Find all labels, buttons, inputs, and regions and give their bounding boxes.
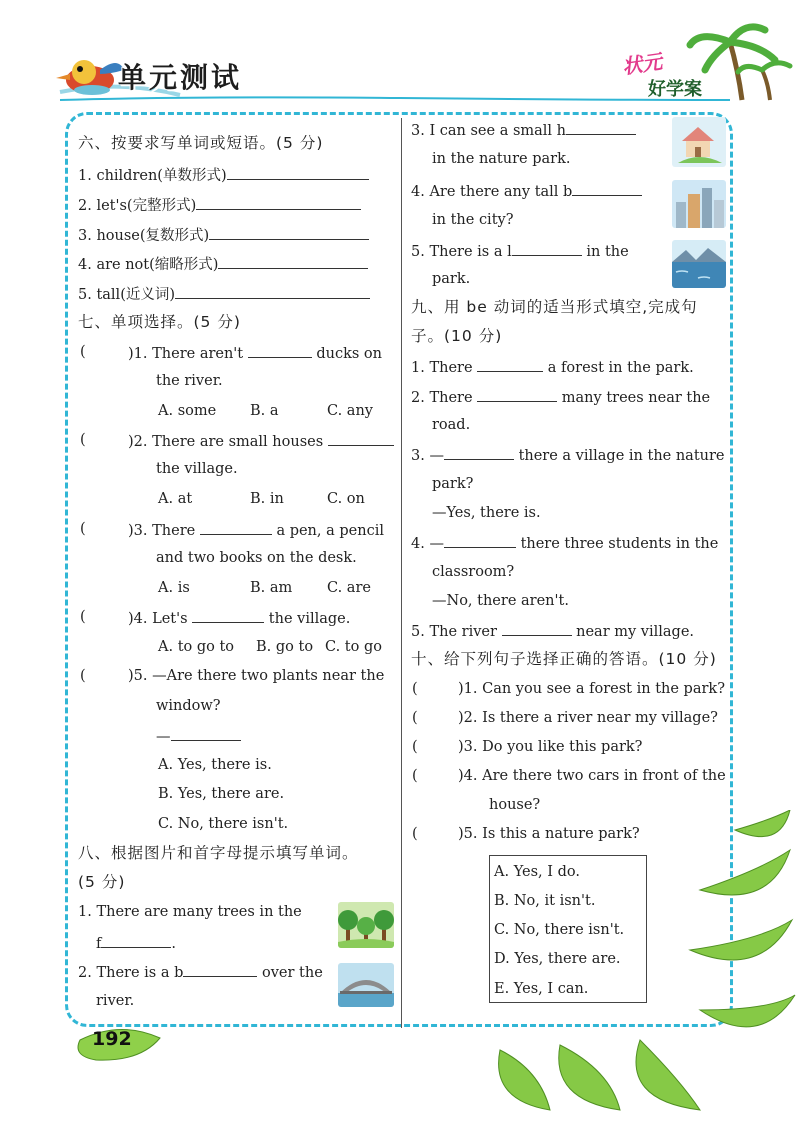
- s9-q4-answer: —No, there aren't.: [432, 593, 569, 609]
- answer-paren[interactable]: (: [80, 668, 86, 684]
- choice-c[interactable]: C. No, there isn't.: [494, 922, 625, 938]
- s7-q5-opt-a[interactable]: A. Yes, there is.: [158, 757, 272, 773]
- answer-paren[interactable]: (: [80, 609, 86, 625]
- s9-q2: 2. There many trees near the: [411, 387, 710, 407]
- answer-blank[interactable]: [227, 165, 369, 180]
- s7-q5-cont: window?: [156, 698, 221, 714]
- answer-blank[interactable]: [566, 120, 636, 135]
- s7-q2: )2. There are small houses: [128, 431, 394, 451]
- answer-blank[interactable]: [248, 343, 312, 358]
- answer-blank[interactable]: [502, 621, 572, 636]
- s7-q2-opt-c[interactable]: C. on: [327, 491, 365, 507]
- s7-q2-cont: the village.: [156, 461, 238, 477]
- answer-paren[interactable]: (: [80, 344, 86, 360]
- s6-item-5: 5. tall(近义词): [78, 284, 370, 304]
- answer-blank[interactable]: [512, 241, 582, 256]
- answer-blank[interactable]: [209, 225, 369, 240]
- s7-q3-opt-a[interactable]: A. is: [158, 580, 190, 596]
- s8-q4-cont: in the city?: [432, 212, 514, 228]
- buildings-picture-icon: [672, 180, 726, 228]
- s9-q2-cont: road.: [432, 417, 471, 433]
- s8-q1-answer: f .: [96, 933, 176, 953]
- answer-paren[interactable]: (: [412, 681, 418, 697]
- leaf-decoration: [0, 810, 800, 1122]
- s7-q1-opt-c[interactable]: C. any: [327, 403, 373, 419]
- section-9-title-cont: 子。(10 分): [411, 327, 503, 345]
- answer-blank[interactable]: [444, 445, 514, 460]
- s7-q4-opt-b[interactable]: B. go to: [256, 639, 314, 655]
- page-header: [0, 0, 800, 100]
- s10-q1: )1. Can you see a forest in the park?: [458, 681, 725, 697]
- s7-q5-opt-c[interactable]: C. No, there isn't.: [158, 816, 289, 832]
- s7-q4-opt-c[interactable]: C. to go: [325, 639, 382, 655]
- s7-q1-opt-b[interactable]: B. a: [250, 403, 279, 419]
- s9-q4: 4. — there three students in the: [411, 533, 718, 553]
- answer-paren[interactable]: (: [412, 826, 418, 842]
- answer-paren[interactable]: (: [412, 768, 418, 784]
- s6-item-2: 2. let's(完整形式): [78, 195, 361, 215]
- section-7-title: 七、单项选择。(5 分): [78, 313, 241, 331]
- s9-q3-cont: park?: [432, 476, 474, 492]
- s8-q5-cont: park.: [432, 271, 471, 287]
- page-number: 192: [92, 1028, 132, 1050]
- s9-q3-answer: —Yes, there is.: [432, 505, 541, 521]
- s8-q3: 3. I can see a small h: [411, 120, 636, 140]
- s6-item-1: 1. children(单数形式): [78, 165, 369, 185]
- choice-a[interactable]: A. Yes, I do.: [494, 864, 580, 880]
- s7-q3-cont: and two books on the desk.: [156, 550, 357, 566]
- answer-blank[interactable]: [171, 726, 241, 741]
- s10-q2: )2. Is there a river near my village?: [458, 710, 718, 726]
- s9-q4-cont: classroom?: [432, 564, 515, 580]
- section-6-title: 六、按要求写单词或短语。(5 分): [78, 134, 324, 152]
- s7-q3: )3. There a pen, a pencil: [128, 520, 384, 540]
- palm-tree-icon: [690, 27, 790, 100]
- s9-q3: 3. — there a village in the nature: [411, 445, 725, 465]
- choice-b[interactable]: B. No, it isn't.: [494, 893, 596, 909]
- unit-test-title: 单元测试: [118, 61, 243, 94]
- s8-q1: 1. There are many trees in the: [78, 904, 302, 920]
- answer-blank[interactable]: [328, 431, 394, 446]
- s8-q3-cont: in the nature park.: [432, 151, 571, 167]
- s7-q4-opt-a[interactable]: A. to go to: [158, 639, 235, 655]
- s10-q3: )3. Do you like this park?: [458, 739, 643, 755]
- house-picture-icon: [672, 117, 726, 167]
- answer-blank[interactable]: [192, 608, 264, 623]
- answer-blank[interactable]: [477, 387, 557, 402]
- section-9-title: 九、用 be 动词的适当形式填空,完成句: [411, 298, 698, 316]
- section-8-title: 八、根据图片和首字母提示填写单词。: [78, 844, 359, 862]
- answer-blank[interactable]: [196, 195, 361, 210]
- s7-q3-opt-c[interactable]: C. are: [327, 580, 371, 596]
- section-10-title: 十、给下列句子选择正确的答语。(10 分): [411, 650, 717, 668]
- brand-name: 状元: [620, 49, 664, 79]
- answer-blank[interactable]: [200, 520, 272, 535]
- section-8-points: (5 分): [78, 873, 126, 891]
- s8-q5: 5. There is a l in the: [411, 241, 629, 261]
- s10-q4: )4. Are there two cars in front of the: [458, 768, 726, 784]
- s9-q5: 5. The river near my village.: [411, 621, 694, 641]
- s7-q1-opt-a[interactable]: A. some: [158, 403, 217, 419]
- answer-paren[interactable]: (: [412, 710, 418, 726]
- s8-q2: 2. There is a b over the: [78, 962, 323, 982]
- lake-picture-icon: [672, 240, 726, 288]
- answer-blank[interactable]: [477, 357, 543, 372]
- s10-q5: )5. Is this a nature park?: [458, 826, 640, 842]
- brand-subtitle: 好学案: [648, 79, 702, 100]
- s7-q5-answer: —: [156, 726, 241, 746]
- answer-blank[interactable]: [572, 181, 642, 196]
- s7-q5: )5. —Are there two plants near the: [128, 668, 385, 684]
- s6-item-3: 3. house(复数形式): [78, 225, 369, 245]
- s7-q3-opt-b[interactable]: B. am: [250, 580, 293, 596]
- answer-blank[interactable]: [218, 254, 368, 269]
- s7-q1: )1. There aren't ducks on: [128, 343, 382, 363]
- s7-q2-opt-b[interactable]: B. in: [250, 491, 284, 507]
- s7-q2-opt-a[interactable]: A. at: [158, 491, 193, 507]
- answer-paren[interactable]: (: [412, 739, 418, 755]
- choice-d[interactable]: D. Yes, there are.: [494, 951, 621, 967]
- s9-q1: 1. There a forest in the park.: [411, 357, 694, 377]
- s7-q1-cont: the river.: [156, 373, 223, 389]
- s6-item-4: 4. are not(缩略形式): [78, 254, 368, 274]
- answer-paren[interactable]: (: [80, 432, 86, 448]
- answer-blank[interactable]: [444, 533, 516, 548]
- choice-e[interactable]: E. Yes, I can.: [494, 981, 589, 997]
- s7-q4: )4. Let's the village.: [128, 608, 350, 628]
- s7-q5-opt-b[interactable]: B. Yes, there are.: [158, 786, 285, 802]
- answer-paren[interactable]: (: [80, 521, 86, 537]
- s8-q4: 4. Are there any tall b: [411, 181, 642, 201]
- answer-blank[interactable]: [175, 284, 370, 299]
- s10-q4-cont: house?: [489, 797, 541, 813]
- s8-q2-cont: river.: [96, 993, 135, 1009]
